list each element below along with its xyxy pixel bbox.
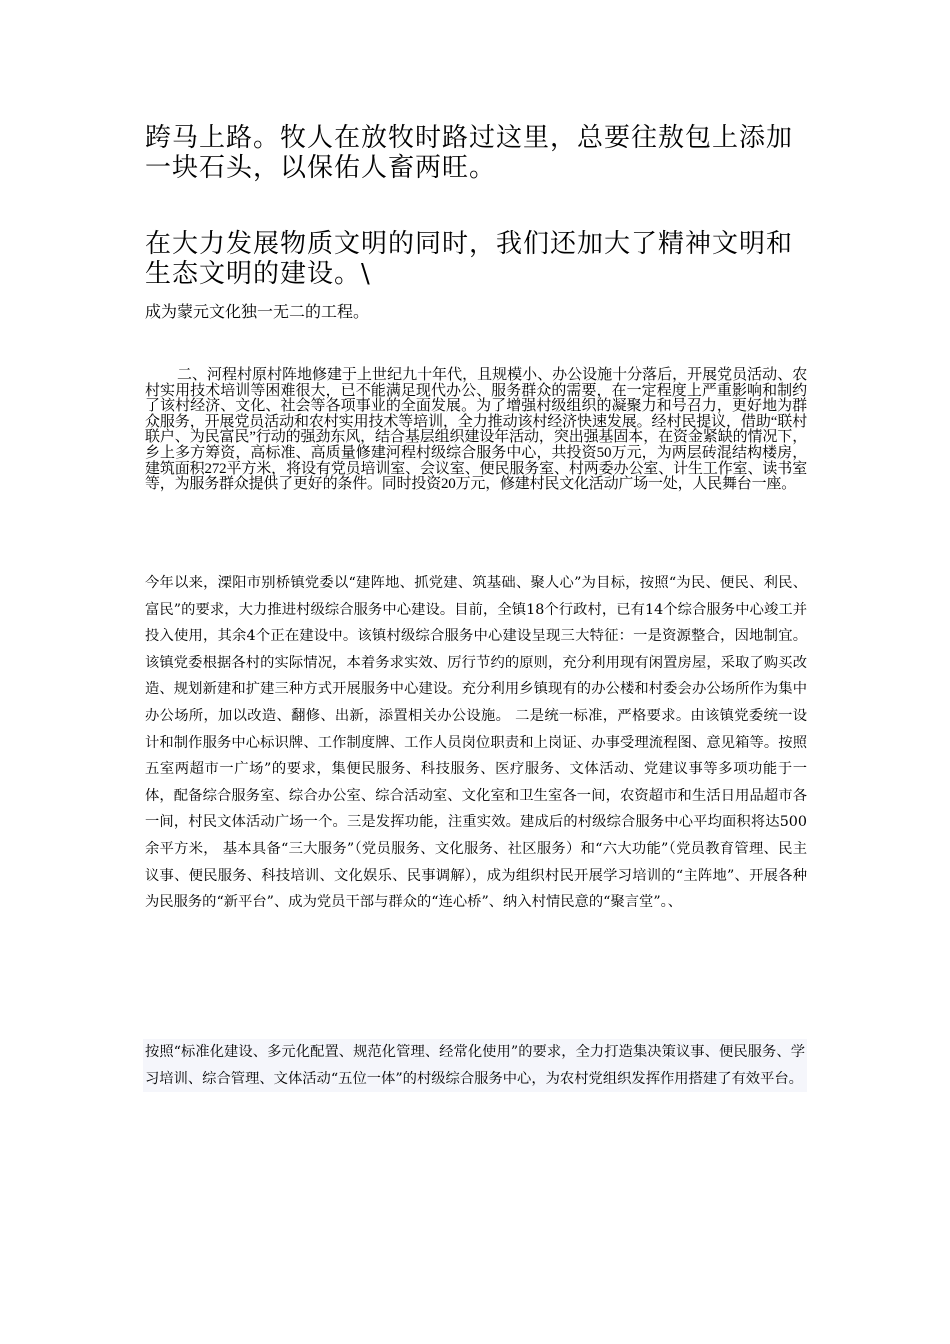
paragraph-ovoo-intro: 跨马上路。牧人在放牧时路过这里，总要往敖包上添加一块石头，以保佑人畜两旺。 xyxy=(145,123,794,183)
paragraph-civilization-heading: 在大力发展物质文明的同时，我们还加大了精神文明和生态文明的建设。\ xyxy=(145,229,794,289)
paragraph-bieqiao-town: 今年以来，溧阳市别桥镇党委以“建阵地、抓党建、筑基础、聚人心”为目标，按照“为民、便民、利民、富民”的要求，大力推进村级综合服务中心建设。目前，全镇18个行政村，已有14个综合服务中心竣工并投入使用，其余4个正在建设中。该镇村级综合服务中心建设呈现三大特征：一是资源整合，因地制宜。该镇党委根据各村的实际情况，本着务求实效、厉行节约的原则，充分利用现有闲置房屋，采取了购买改造、规划新建和扩建三种方式开展服务中心建设。充分利用乡镇现有的办公楼和村委会办公场所作为集中办公场所，加以改造、翻修、出新，添置相关办公设施。 二是统一标准，严格要求。由该镇党委统一设计和制作服务中心标识牌、工作制度牌、工作人员岗位职责和上岗证、办事受理流程图、意见箱等。按照五室两超市一广场”的要求，集便民服务、科技服务、医疗服务、文体活动、党建议事等多项功能于一体，配备综合服务室、综合办公室、综合活动室、文化室和卫生室各一间，农资超市和生活日用品超市各一间，村民文体活动广场一个。三是发挥功能，注重实效。建成后的村级综合服务中心平均面积将达500余平方米， 基本具备“三大服务”（党员服务、文化服务、社区服务）和“六大功能”（党员教育管理、民主议事、便民服务、科技培训、文化娱乐、民事调解），成为组织村民开展学习培训的“主阵地”、开展各种为民服务的“新平台”、成为党员干部与群众的“连心桥”、纳入村情民意的“聚言堂”。、 xyxy=(145,575,807,911)
paragraph-service-center-summary: 按照“标准化建设、多元化配置、规范化管理、经常化使用”的要求，全力打造集决策议事、便民服务、学习培训、综合管理、文体活动“五位一体”的村级综合服务中心，为农村党组织发挥作用搭建了有效平台。 xyxy=(143,1039,807,1092)
paragraph-hecheng-village: 二、河程村原村阵地修建于上世纪九十年代，且规模小、办公设施十分落后，开展党员活动、农村实用技术培训等困难很大，已不能满足现代办公、服务群众的需要，在一定程度上严重影响和制约了该村经济、文化、社会等各项事业的全面发展。为了增强村级组织的凝聚力和号召力，更好地为群众服务，开展党员活动和农村实用技术等培训，全力推动该村经济快速发展。经村民提议，借助“联村联户、为民富民”行动的强劲东风，结合基层组织建设年活动，突出强基固本，在资金紧缺的情况下，乡上多方筹资，高标准、高质量修建河程村级综合服务中心，共投资50万元，为两层砖混结构楼房，建筑面积272平方米，将设有党员培训室、会议室、便民服务室、村两委办公室、计生工作室、读书室等，为服务群众提供了更好的条件。同时投资20万元，修建村民文化活动广场一处，人民舞台一座。 xyxy=(145,367,807,493)
paragraph-mongol-yuan-culture: 成为蒙元文化独一无二的工程。 xyxy=(145,302,370,321)
